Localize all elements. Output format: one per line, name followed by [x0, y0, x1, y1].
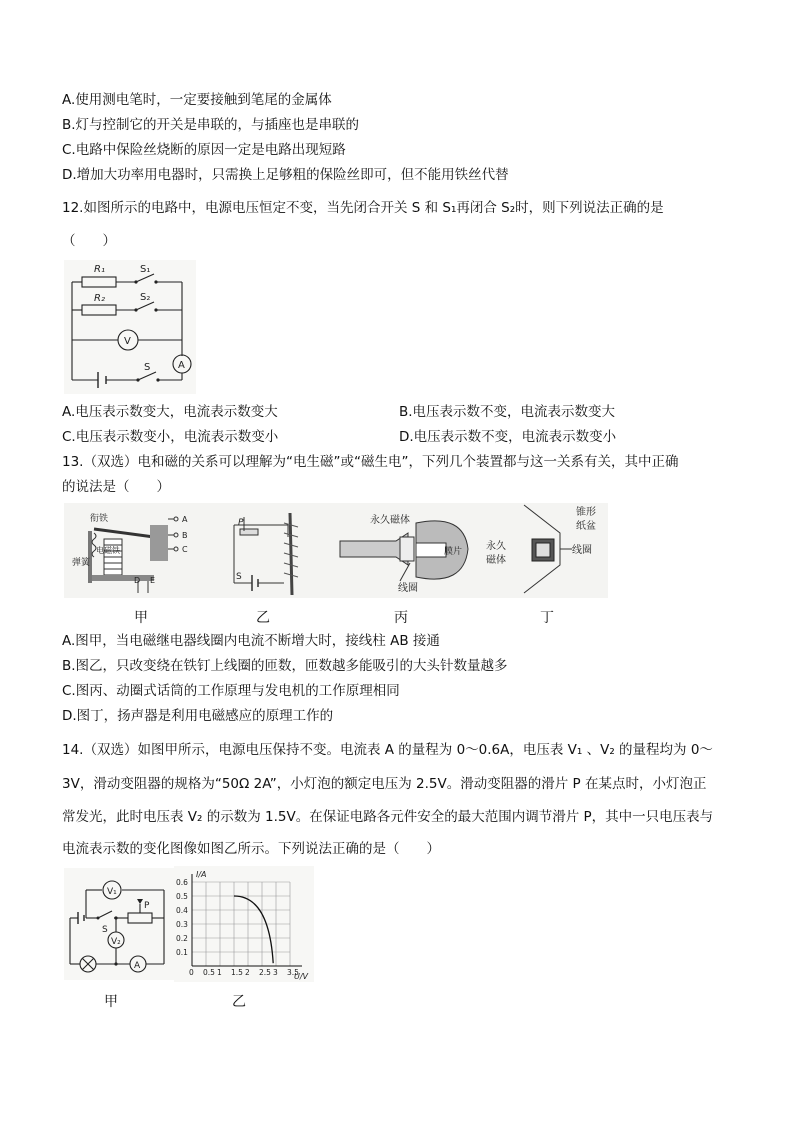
- q13-stem-line1: 13.（双选）电和磁的关系可以理解为“电生磁”或“磁生电”，下列几个装置都与这一关系有关，其中正确: [62, 454, 679, 470]
- q13-label-cone2: 纸盆: [576, 521, 596, 532]
- q14-graph-xtick: 2: [245, 968, 250, 977]
- q14-graph-xtick: 0: [189, 968, 194, 977]
- q14-label-a: A: [134, 961, 141, 971]
- q12-label-s: S: [144, 362, 151, 373]
- q13-label-b: B: [182, 531, 188, 540]
- q14-graph-xlabel: U/V: [294, 972, 309, 981]
- q12-circuit-figure: [64, 260, 196, 394]
- q14-circuit-figure: [64, 868, 174, 980]
- q14-label-p: P: [144, 901, 150, 911]
- q13-label-cone1: 锥形: [576, 507, 596, 518]
- q13-caption-ding: 丁: [540, 610, 554, 626]
- q12-label-r2: R₂: [94, 293, 105, 304]
- q11-option-a: A.使用测电笔时，一定要接触到笔尾的金属体: [62, 92, 332, 108]
- q14-graph-ytick: 0.4: [176, 906, 188, 915]
- q12-option-b: B.电压表示数不变，电流表示数变大: [399, 404, 616, 420]
- q12-label-s1: S₁: [140, 264, 151, 275]
- q14-graph-ytick: 0.2: [176, 934, 188, 943]
- q13-label-d: D: [134, 576, 141, 585]
- q14-graph-xtick: 0.5: [203, 968, 215, 977]
- q13-option-d: D.图丁，扬声器是利用电磁感应的原理工作的: [62, 708, 334, 724]
- q11-option-b: B.灯与控制它的开关是串联的，与插座也是串联的: [62, 117, 360, 133]
- q13-label-a: A: [182, 515, 188, 524]
- q13-label-c: C: [182, 545, 188, 554]
- q13-label-coil2: 线圈: [572, 545, 592, 556]
- q13-label-s: S: [236, 572, 242, 582]
- q13-label-diaphragm: 膜片: [444, 547, 463, 557]
- q13-label-p: P: [238, 518, 244, 528]
- q14-graph-xtick: 1.5: [231, 968, 243, 977]
- q14-graph-ytick: 0.3: [176, 920, 188, 929]
- q14-graph-xtick: 1: [217, 968, 222, 977]
- q12-label-r1: R₁: [94, 264, 105, 275]
- q14-stem-line3: 常发光，此时电压表 V₂ 的示数为 1.5V。在保证电路各元件安全的最大范围内调节滑片 P，其中一只电压表与: [62, 809, 714, 825]
- q13-label-coil1: 线圈: [398, 583, 418, 594]
- q14-stem-line2: 3V，滑动变阻器的规格为“50Ω 2A”，小灯泡的额定电压为 2.5V。滑动变阻器的滑片 P 在某点时，小灯泡正: [62, 776, 707, 792]
- q13-devices-figure: [64, 503, 608, 598]
- q13-label-e: E: [150, 576, 156, 585]
- q12-label-a: A: [178, 360, 185, 371]
- q14-graph-ytick: 0.1: [176, 948, 188, 957]
- q12-label-v: V: [124, 336, 131, 347]
- q14-caption-yi: 乙: [232, 994, 246, 1010]
- q14-graph-ytick: 0.5: [176, 892, 188, 901]
- q13-option-a: A.图甲，当电磁继电器线圈内电流不断增大时，接线柱 AB 接通: [62, 633, 440, 649]
- q12-stem: 12.如图所示的电路中，电源电压恒定不变，当先闭合开关 S 和 S₁再闭合 S₂时，则下列说法正确的是: [62, 200, 664, 216]
- q12-option-c: C.电压表示数变小，电流表示数变小: [62, 429, 279, 445]
- q12-option-d: D.电压表示数不变，电流表示数变小: [399, 429, 617, 445]
- q13-caption-jia: 甲: [134, 610, 148, 626]
- q14-graph-xtick: 3: [273, 968, 278, 977]
- q12-option-a: A.电压表示数变大，电流表示数变大: [62, 404, 278, 420]
- q14-label-v1: V₁: [107, 887, 117, 897]
- q13-label-spring: 弹簧: [72, 558, 91, 568]
- q13-label-magnet1: 永久磁体: [370, 515, 410, 526]
- q12-label-s2: S₂: [140, 292, 151, 303]
- q13-caption-bing: 丙: [394, 610, 408, 626]
- q13-label-electromagnet: 电磁铁: [96, 546, 120, 555]
- q14-stem-line1: 14.（双选）如图甲所示，电源电压保持不变。电流表 A 的量程为 0～0.6A，电压表 V₁ 、V₂ 的量程均为 0～: [62, 742, 713, 758]
- q14-graph-ytick: 0.6: [176, 878, 188, 887]
- q13-label-magnet2a: 永久: [486, 541, 506, 552]
- q14-caption-jia: 甲: [104, 994, 118, 1010]
- q13-caption-yi: 乙: [256, 610, 270, 626]
- q11-option-d: D.增加大功率用电器时，只需换上足够粗的保险丝即可，但不能用铁丝代替: [62, 167, 509, 183]
- q13-option-b: B.图乙，只改变绕在铁钉上线圈的匝数，匝数越多能吸引的大头针数量越多: [62, 658, 508, 674]
- q11-option-c: C.电路中保险丝烧断的原因一定是电路出现短路: [62, 142, 346, 158]
- q14-label-s: S: [102, 925, 108, 935]
- q13-label-magnet2b: 磁体: [486, 555, 506, 566]
- q14-graph-ylabel: I/A: [196, 870, 207, 879]
- q13-label-armature: 衔铁: [90, 514, 109, 524]
- q14-graph-xtick: 3.5: [287, 968, 299, 977]
- q13-stem-line2: 的说法是（ ）: [62, 479, 170, 495]
- q14-graph: [174, 866, 314, 982]
- q14-label-v2: V₂: [111, 937, 121, 947]
- q12-answer-paren: （ ）: [62, 233, 116, 249]
- q14-graph-xtick: 2.5: [259, 968, 271, 977]
- q14-stem-line4: 电流表示数的变化图像如图乙所示。下列说法正确的是（ ）: [62, 841, 440, 857]
- q13-option-c: C.图丙、动圈式话筒的工作原理与发电机的工作原理相同: [62, 683, 400, 699]
